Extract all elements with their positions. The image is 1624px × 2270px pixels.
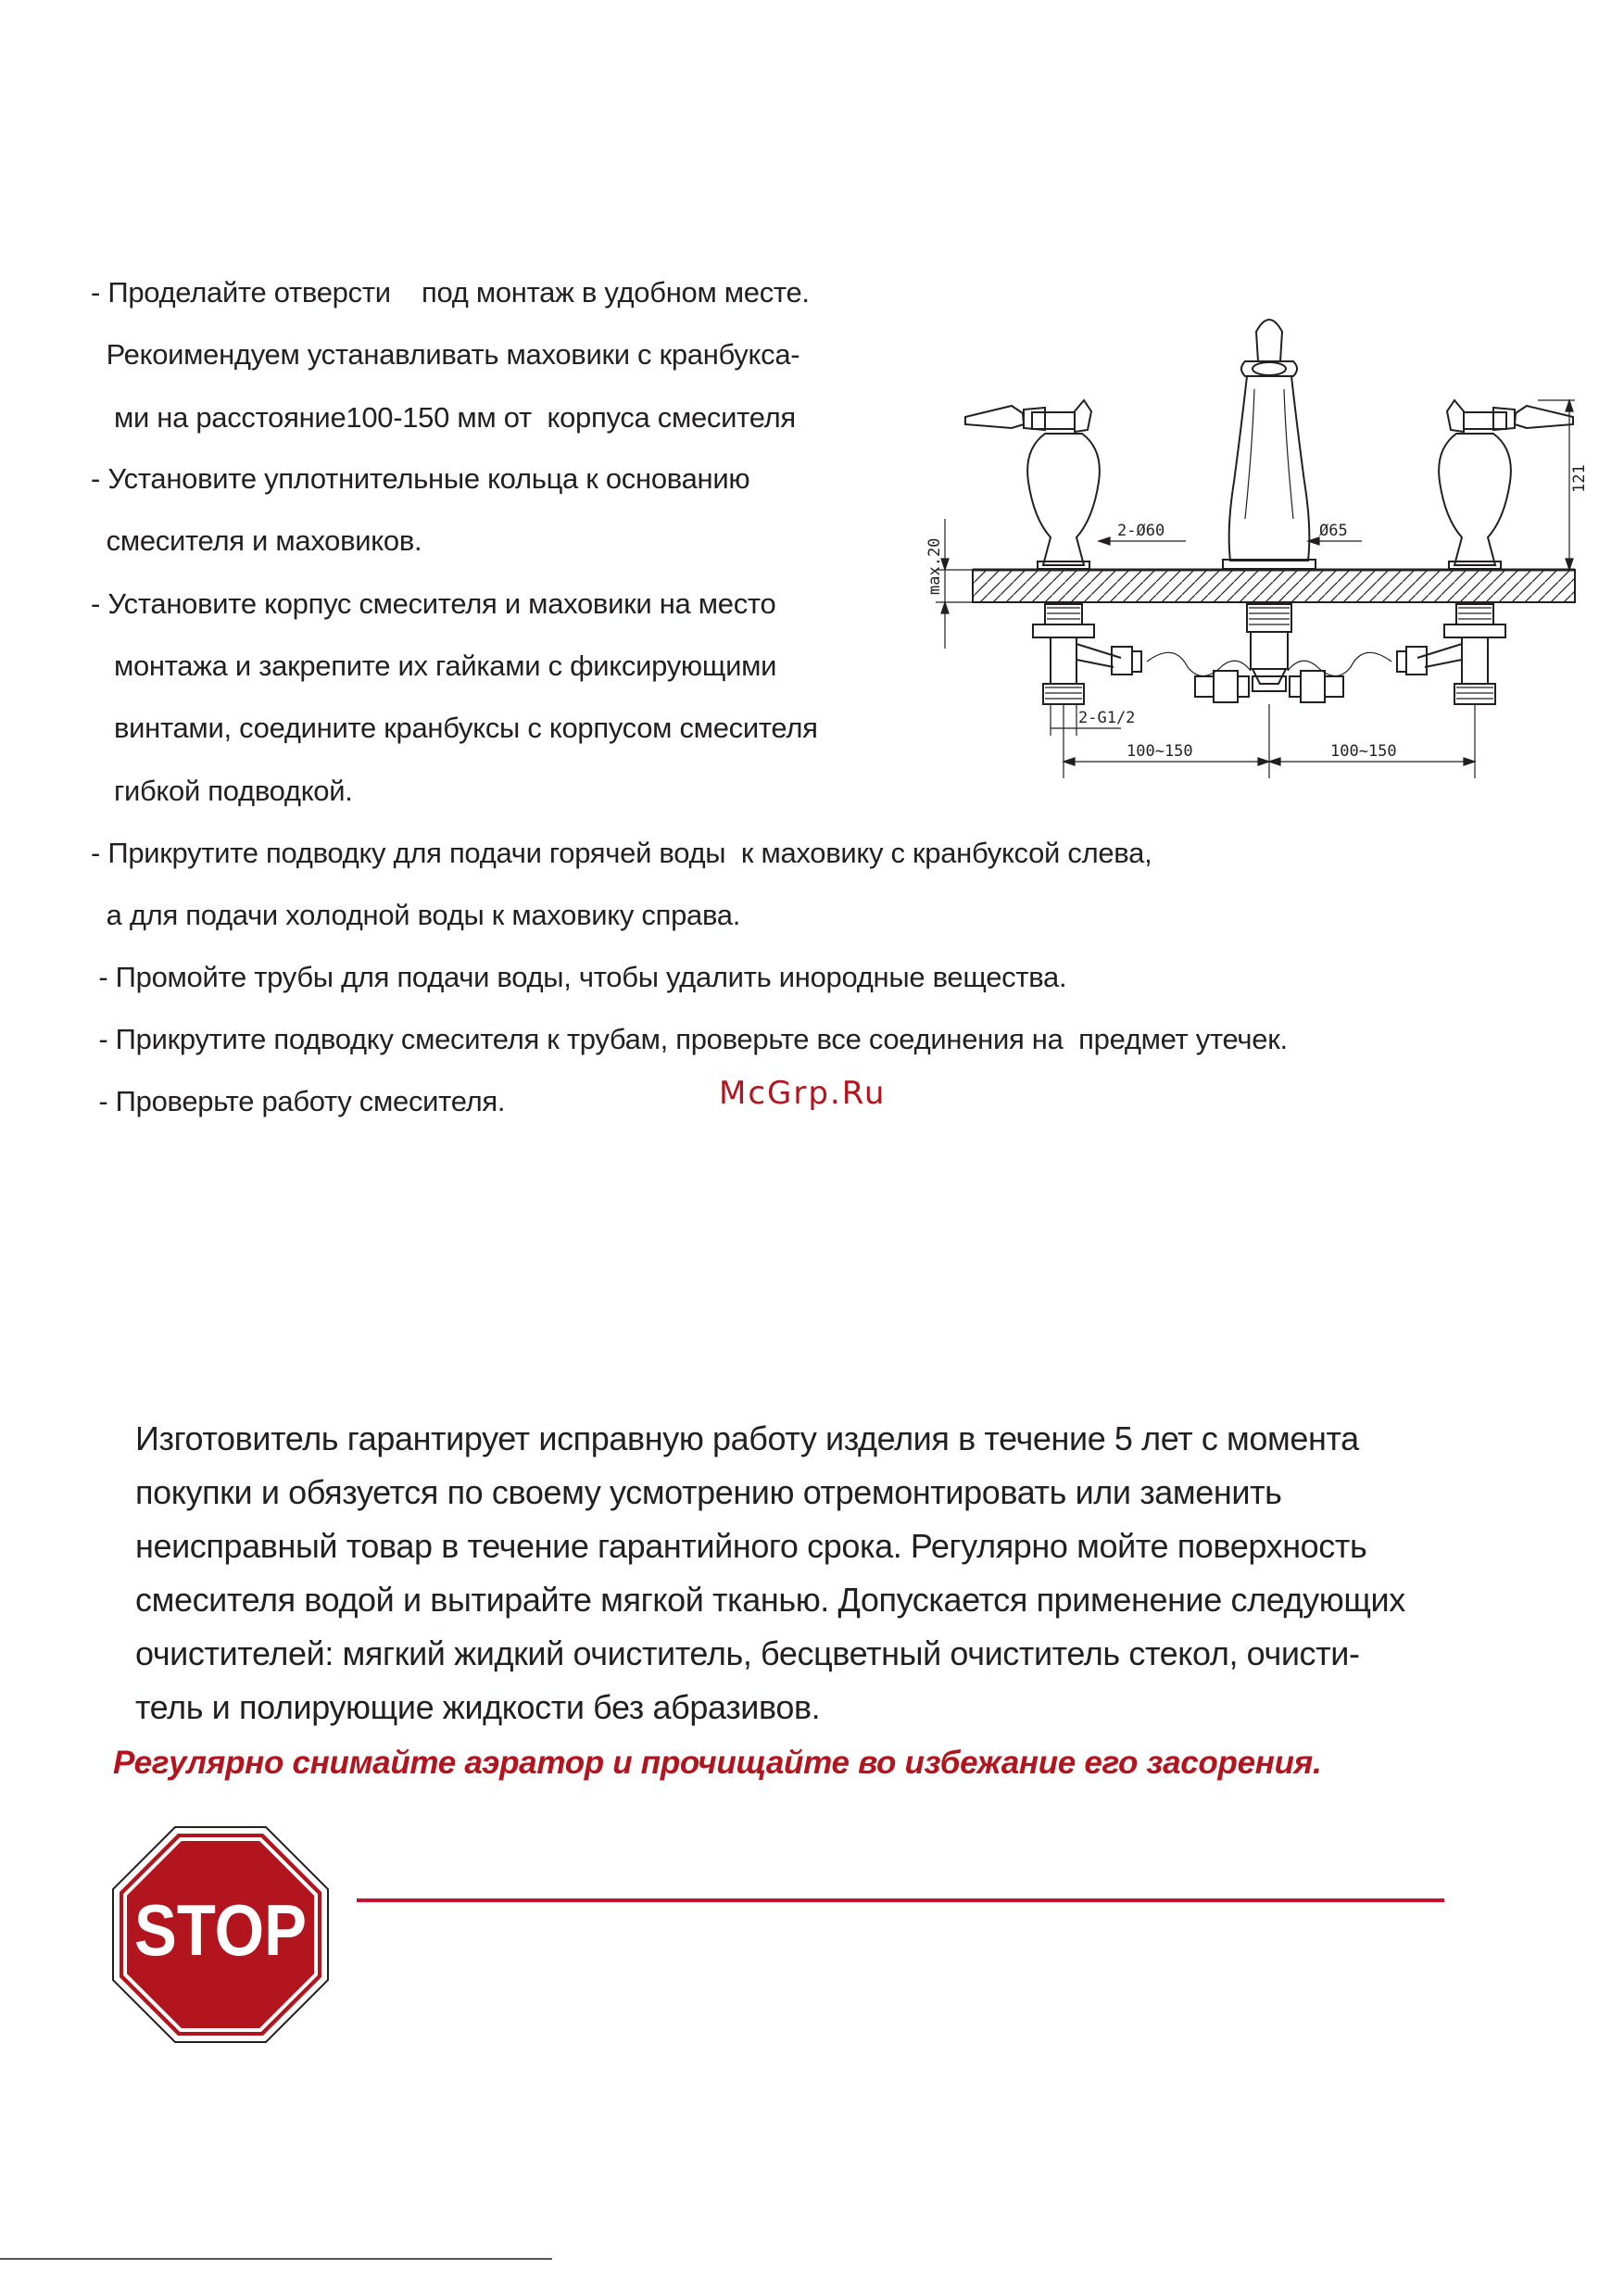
aerator-notice: Регулярно снимайте аэратор и прочищайте во избежание его засорения.: [113, 1745, 1322, 1781]
faucet-drawing: [925, 296, 1603, 797]
warranty-line: тель и полирующие жидкости без абразивов.: [135, 1688, 821, 1726]
faucet-installation-diagram: [925, 296, 1603, 797]
countertop: [973, 570, 1575, 602]
instruction-line: - Установите уплотнительные кольца к основанию: [91, 462, 750, 495]
instruction-line: - Установите корпус смесителя и маховики на место: [91, 587, 776, 620]
watermark: McGrp.Ru: [719, 1075, 887, 1112]
instruction-line: - Проделайте отверсти под монтаж в удобном месте.: [91, 276, 810, 309]
instruction-line: винтами, соедините кранбуксы с корпусом смесителя: [91, 712, 818, 744]
warranty-line: очистителей: мягкий жидкий очиститель, бесцветный очиститель стекол, очисти-: [135, 1634, 1360, 1672]
warranty-line: покупки и обязуется по своему усмотрению отремонтировать или заменить: [135, 1473, 1282, 1511]
label-left-span: 100~150: [1127, 742, 1193, 761]
instruction-line: - Промойте трубы для подачи воды, чтобы удалить инородные вещества.: [91, 961, 1067, 993]
instruction-line: ми на расстояние100-150 мм от корпуса смесителя: [91, 401, 796, 434]
warranty-line: Изготовитель гарантирует исправную работу изделия в течение 5 лет с момента: [135, 1419, 1359, 1457]
bottom-divider: [0, 2258, 552, 2260]
instruction-line: - Проверьте работу смесителя.: [91, 1085, 506, 1117]
warranty-paragraph: [135, 1412, 1488, 1734]
instruction-line: гибкой подводкой.: [91, 775, 353, 807]
label-height: 121: [1570, 464, 1589, 493]
instruction-line: - Прикрутите подводку смесителя к трубам, проверьте все соединения на предмет утечек.: [91, 1023, 1288, 1055]
instruction-line: Рекоимендуем устанавливать маховики с кранбукса-: [91, 338, 800, 371]
right-handle: [1288, 400, 1573, 704]
label-hole-handle: 2-Ø60: [1117, 522, 1165, 540]
label-hole-body: Ø65: [1319, 522, 1348, 540]
instruction-line: монтажа и закрепите их гайками с фиксирующими: [91, 649, 777, 682]
stop-sign-text: STOP: [134, 1889, 307, 1971]
red-divider: [357, 1898, 1444, 1902]
label-thread: 2-G1/2: [1078, 709, 1136, 727]
instruction-line: а для подачи холодной воды к маховику справа.: [91, 899, 741, 931]
warranty-line: смесителя водой и вытирайте мягкой тканью. Допускается применение следующих: [135, 1581, 1405, 1619]
instruction-line: смесителя и маховиков.: [91, 524, 422, 557]
instruction-line: - Прикрутите подводку для подачи горячей воды к маховику с кранбуксой слева,: [91, 837, 1152, 869]
center-spout: [1195, 320, 1343, 702]
label-right-span: 100~150: [1330, 742, 1397, 761]
warranty-line: неисправный товар в течение гарантийного срока. Регулярно мойте поверхность: [135, 1527, 1367, 1565]
stop-sign-icon: [111, 1825, 330, 2044]
label-max: max.20: [925, 537, 944, 595]
left-handle: [965, 400, 1251, 704]
